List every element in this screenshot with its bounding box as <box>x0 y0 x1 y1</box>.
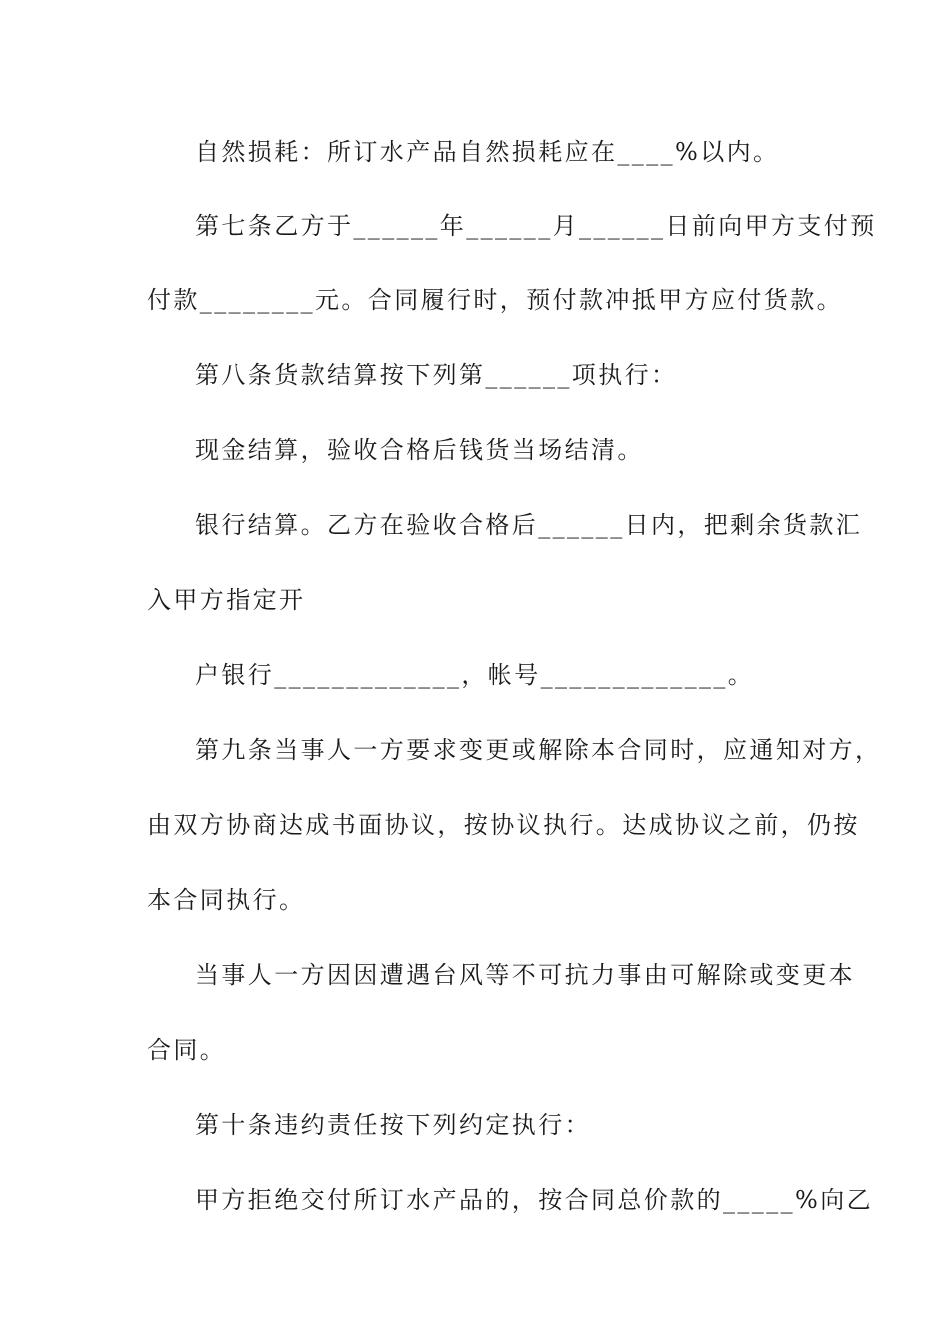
paragraph-bank-settlement: 银行结算。乙方在验收合格后______日内，把剩余货款汇 <box>195 511 863 539</box>
paragraph-article-9-cont: 由双方协商达成书面协议，按协议执行。达成协议之前，仍按 <box>147 811 860 839</box>
paragraph-force-majeure: 当事人一方因因遭遇台风等不可抗力事由可解除或变更本 <box>195 961 855 989</box>
paragraph-article-9: 第九条当事人一方要求变更或解除本合同时，应通知对方， <box>195 736 882 764</box>
paragraph-article-7: 第七条乙方于______年______月______日前向甲方支付预 <box>195 212 877 240</box>
paragraph-bank-account: 户银行_____________，帐号_____________。 <box>195 661 755 689</box>
paragraph-article-7-cont: 付款________元。合同履行时，预付款冲抵甲方应付货款。 <box>147 286 843 314</box>
paragraph-force-majeure-cont: 合同。 <box>147 1036 227 1064</box>
paragraph-bank-settlement-cont: 入甲方指定开 <box>147 586 306 614</box>
paragraph-natural-loss: 自然损耗：所订水产品自然损耗应在____%以内。 <box>195 138 780 166</box>
paragraph-cash-settlement: 现金结算，验收合格后钱货当场结清。 <box>195 436 644 464</box>
paragraph-article-9-end: 本合同执行。 <box>147 886 306 914</box>
paragraph-article-10: 第十条违约责任按下列约定执行： <box>195 1111 591 1139</box>
paragraph-article-8: 第八条货款结算按下列第______项执行： <box>195 361 678 389</box>
paragraph-party-a-refusal: 甲方拒绝交付所订水产品的，按合同总价款的_____%向乙 <box>195 1186 874 1214</box>
